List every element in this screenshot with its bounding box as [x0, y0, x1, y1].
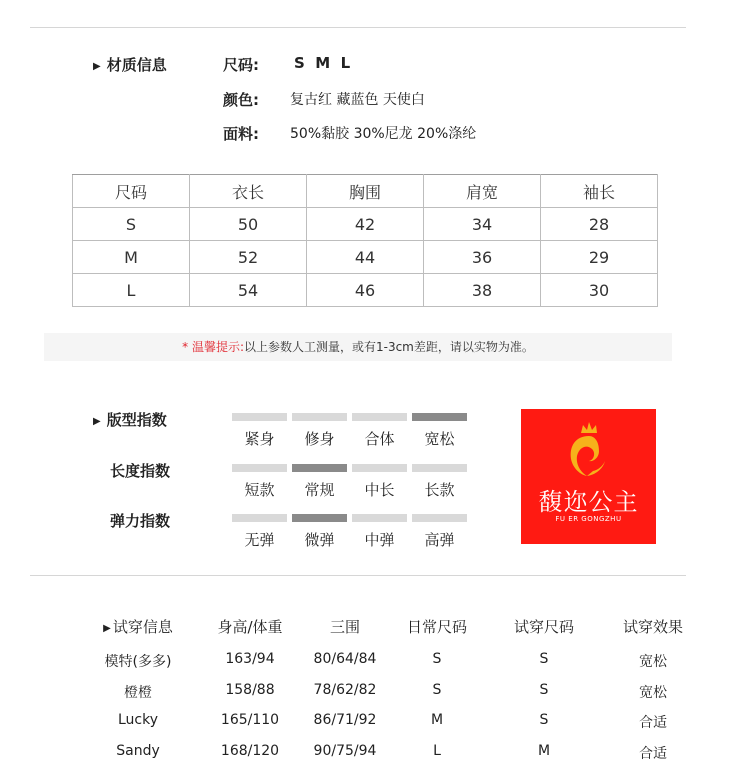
fitting-header-cell: 试穿尺码	[513, 618, 574, 636]
color-label: 颜色:	[223, 91, 259, 109]
index-option-label: 无弹	[244, 531, 275, 549]
warm-tip	[44, 333, 672, 361]
table-cell: L	[73, 274, 190, 307]
fitting-heading: ▶ 试穿信息	[103, 618, 173, 636]
size-table-header-cell: 胸围	[307, 175, 424, 208]
fitting-cell: S	[539, 651, 549, 667]
index-bar	[352, 464, 407, 472]
index-option-label: 中长	[364, 481, 395, 499]
fitting-cell: M	[537, 743, 551, 759]
index-bar	[352, 514, 407, 522]
fitting-cell: M	[430, 712, 444, 728]
index-bar	[232, 413, 287, 421]
fitting-cell: 橙橙	[124, 685, 152, 701]
tip-prefix: * 温馨提示:	[182, 340, 244, 354]
index-bar	[352, 413, 407, 421]
index-bar	[412, 413, 467, 421]
fitting-cell: 合适	[639, 715, 667, 731]
table-cell: 50	[190, 208, 307, 241]
table-cell: 52	[190, 241, 307, 274]
index-bar	[412, 464, 467, 472]
fitting-header-cell: 三围	[329, 618, 360, 636]
index-option-label: 高弹	[424, 531, 455, 549]
fitting-cell: S	[432, 682, 442, 698]
fitting-cell: 宽松	[639, 654, 667, 670]
fitting-header-cell: 身高/体重	[217, 618, 283, 636]
fitting-header-cell: 日常尺码	[406, 618, 467, 636]
size-table-header-cell: 袖长	[541, 175, 658, 208]
size-table-header-cell: 肩宽	[424, 175, 541, 208]
index-bar	[292, 464, 347, 472]
table-cell: 28	[541, 208, 658, 241]
index-bar	[412, 514, 467, 522]
color-values: 复古红 藏蓝色 天使白	[290, 92, 425, 108]
index-bar	[232, 464, 287, 472]
fitting-cell: 163/94	[225, 651, 275, 667]
fabric-label: 面料:	[223, 125, 259, 143]
fitting-cell: S	[539, 682, 549, 698]
index-bar	[232, 514, 287, 522]
table-cell: 54	[190, 274, 307, 307]
fitting-cell: Lucky	[117, 712, 159, 728]
fabric-values: 50%黏胶 30%尼龙 20%涤纶	[290, 126, 477, 142]
mid-divider	[30, 575, 686, 576]
crown-swan-icon	[521, 409, 656, 489]
index-option-label: 中弹	[364, 531, 395, 549]
triangle-right-icon: ▶	[103, 623, 111, 634]
table-cell: 29	[541, 241, 658, 274]
size-label: 尺码:	[223, 56, 259, 74]
index-bar	[292, 514, 347, 522]
fitting-cell: 165/110	[220, 712, 280, 728]
fitting-cell: 模特(多多)	[104, 654, 172, 670]
fitting-header-cell: 试穿效果	[622, 618, 683, 636]
size-table-header	[73, 175, 658, 208]
triangle-right-icon: ▶	[93, 61, 101, 72]
index-bar	[292, 413, 347, 421]
size-table	[72, 174, 658, 307]
table-cell: M	[73, 241, 190, 274]
table-row	[73, 241, 658, 274]
fitting-cell: S	[539, 712, 549, 728]
fitting-cell: 78/62/82	[313, 682, 377, 698]
fitting-cell: S	[432, 651, 442, 667]
fitting-cell: 168/120	[220, 743, 280, 759]
fitting-cell: 合适	[639, 746, 667, 762]
index-option-label: 宽松	[424, 430, 455, 448]
table-cell: 46	[307, 274, 424, 307]
fitting-cell: 90/75/94	[313, 743, 377, 759]
size-table-header-cell: 尺码	[73, 175, 190, 208]
table-row	[73, 274, 658, 307]
brand-subtitle: FU ER GONGZHU	[555, 515, 622, 523]
size-values: S M L	[294, 54, 351, 72]
table-cell: 36	[424, 241, 541, 274]
top-divider	[30, 27, 686, 28]
fitting-cell: 86/71/92	[313, 712, 377, 728]
index-option-label: 修身	[304, 430, 335, 448]
index-option-label: 紧身	[244, 430, 275, 448]
fitting-cell: 宽松	[639, 685, 667, 701]
size-table-header-cell: 衣长	[190, 175, 307, 208]
table-cell: 42	[307, 208, 424, 241]
fitting-cell: 158/88	[225, 682, 275, 698]
index-option-label: 微弹	[304, 531, 335, 549]
table-cell: 38	[424, 274, 541, 307]
index-option-label: 合体	[364, 430, 395, 448]
tip-text: 以上参数人工测量，或有1-3cm差距，请以实物为准。	[243, 340, 534, 354]
fitting-cell: Sandy	[116, 743, 160, 759]
index-option-label: 常规	[304, 481, 335, 499]
fitting-cell: 80/64/84	[313, 651, 377, 667]
table-row	[73, 208, 658, 241]
table-cell: 34	[424, 208, 541, 241]
index-label-elasticity: 弹力指数	[110, 512, 171, 530]
index-option-label: 长款	[424, 481, 455, 499]
index-label-length: 长度指数	[110, 462, 171, 480]
index-option-label: 短款	[244, 481, 275, 499]
table-cell: S	[73, 208, 190, 241]
brand-name: 馥迩公主	[538, 488, 639, 516]
table-cut-edge	[72, 307, 660, 311]
material-heading: ▶ 材质信息	[93, 56, 167, 74]
index-label-fit: ▶ 版型指数	[93, 411, 167, 429]
brand-logo	[521, 409, 656, 544]
fitting-cell: L	[433, 743, 441, 759]
table-cell: 30	[541, 274, 658, 307]
triangle-right-icon: ▶	[93, 416, 101, 427]
table-cell: 44	[307, 241, 424, 274]
